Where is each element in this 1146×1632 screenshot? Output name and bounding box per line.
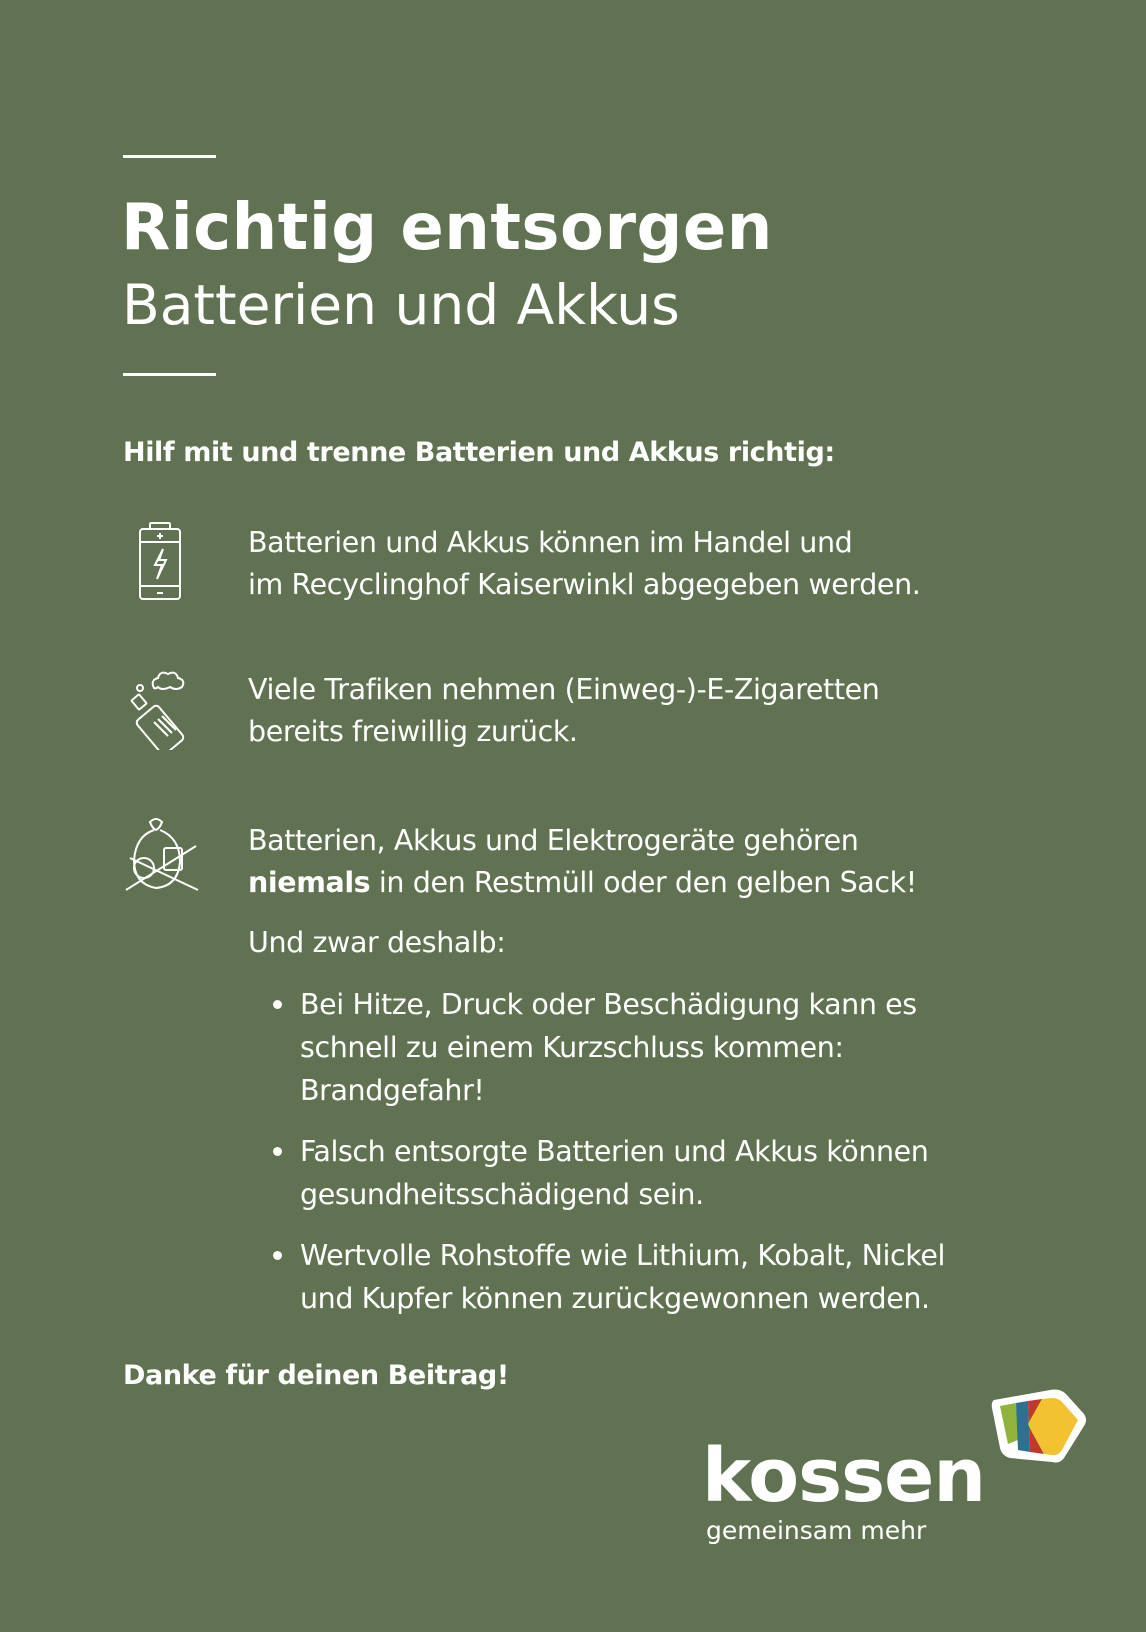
list-item-line: schnell zu einem Kurzschluss kommen: xyxy=(300,1031,844,1064)
list-item-line: Brandgefahr! xyxy=(300,1074,485,1107)
page-subtitle: Batterien und Akkus xyxy=(122,273,680,337)
battery-info xyxy=(248,522,920,606)
kossen-logo-mark xyxy=(988,1388,1088,1464)
e-cigarette-info-line: bereits freiwillig zurück. xyxy=(248,715,578,748)
top-divider xyxy=(123,155,216,158)
list-item-line: Wertvolle Rohstoffe wie Lithium, Kobalt, Nickel xyxy=(300,1239,946,1272)
bullet-dot xyxy=(273,1251,282,1260)
bullet-dot xyxy=(273,1147,282,1156)
e-cigarette-icon xyxy=(128,670,196,750)
list-item xyxy=(248,1234,945,1320)
restmuell-warning xyxy=(248,820,917,904)
restmuell-warning-line xyxy=(248,862,917,904)
battery-info-line: im Recyclinghof Kaiserwinkl abgegeben werden. xyxy=(248,568,921,601)
restmuell-warning-line: Batterien, Akkus und Elektrogeräte gehören xyxy=(248,824,859,857)
reasons-list xyxy=(248,983,945,1338)
e-cigarette-info-line: Viele Trafiken nehmen (Einweg-)-E-Zigaretten xyxy=(248,673,880,706)
list-item xyxy=(248,1130,945,1216)
kossen-logo-wordmark: kossen xyxy=(702,1433,986,1519)
bottom-divider xyxy=(123,373,216,376)
thanks-text: Danke für deinen Beitrag! xyxy=(123,1360,509,1391)
emphasis-niemals: niemals xyxy=(248,866,371,899)
page-title: Richtig entsorgen xyxy=(121,191,773,265)
reasons-label: Und zwar deshalb: xyxy=(248,926,506,959)
battery-info-line: Batterien und Akkus können im Handel und xyxy=(248,526,853,559)
list-item-line: Falsch entsorgte Batterien und Akkus können xyxy=(300,1135,929,1168)
kossen-logo-tagline: gemeinsam mehr xyxy=(706,1516,927,1545)
battery-icon xyxy=(136,522,184,602)
list-item-line: gesundheitsschädigend sein. xyxy=(300,1178,704,1211)
list-item-line: Bei Hitze, Druck oder Beschädigung kann es xyxy=(300,988,917,1021)
bullet-dot xyxy=(273,1000,282,1009)
no-trash-bag-icon xyxy=(124,816,200,896)
intro-text: Hilf mit und trenne Batterien und Akkus richtig: xyxy=(123,437,835,468)
list-item xyxy=(248,983,945,1112)
list-item-line: und Kupfer können zurückgewonnen werden. xyxy=(300,1282,930,1315)
restmuell-warning-rest: in den Restmüll oder den gelben Sack! xyxy=(370,866,917,899)
e-cigarette-info xyxy=(248,669,879,753)
